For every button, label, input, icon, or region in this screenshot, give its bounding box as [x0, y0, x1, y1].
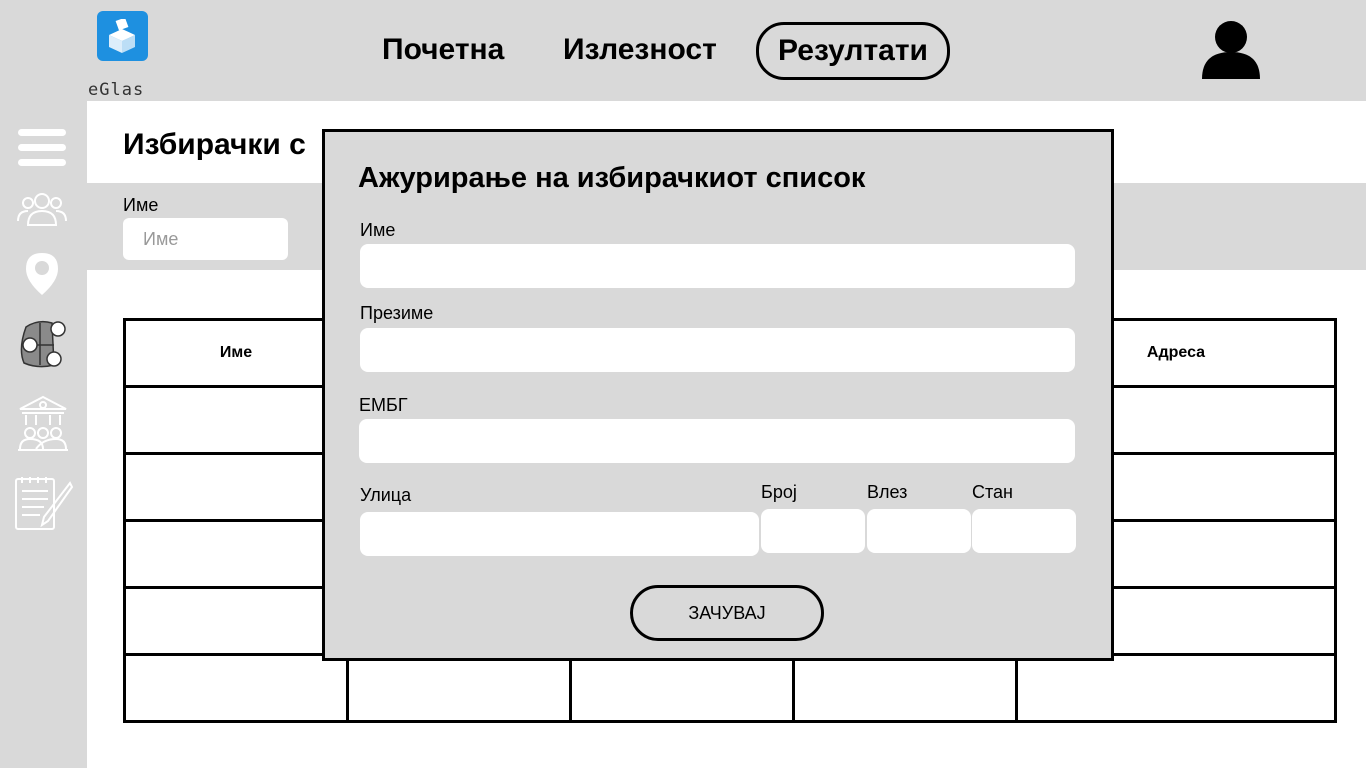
location-icon[interactable]: [24, 251, 60, 302]
last-name-label: Презиме: [360, 303, 434, 323]
embg-label: ЕМБГ: [359, 395, 408, 415]
apartment-input[interactable]: [972, 509, 1076, 553]
number-label: Број: [761, 482, 797, 502]
districts-icon[interactable]: [18, 319, 70, 374]
apartment-label: Стан: [972, 482, 1013, 502]
save-button[interactable]: ЗАЧУВАЈ: [630, 585, 824, 641]
embg-input[interactable]: [359, 419, 1075, 463]
street-input[interactable]: [360, 512, 759, 556]
institution-icon[interactable]: [16, 395, 70, 456]
table-cell: [125, 454, 348, 521]
sidebar: [0, 101, 87, 768]
users-icon[interactable]: [16, 191, 68, 232]
nav-home[interactable]: Почетна: [382, 33, 505, 66]
first-name-label: Име: [360, 220, 396, 240]
column-header-address[interactable]: Адреса: [1017, 320, 1336, 387]
table-cell: [794, 655, 1017, 722]
table-cell: [1017, 655, 1336, 722]
last-name-input[interactable]: [360, 328, 1075, 372]
first-name-input[interactable]: [360, 244, 1075, 288]
ballot-box-icon: [97, 11, 148, 61]
profile-icon[interactable]: [1200, 18, 1262, 85]
nav-turnout[interactable]: Излезност: [563, 33, 717, 66]
table-cell: [125, 521, 348, 588]
table-cell: [348, 655, 571, 722]
nav-results[interactable]: Резултати: [756, 22, 950, 80]
filter-name-label: Име: [123, 195, 159, 215]
number-input[interactable]: [761, 509, 865, 553]
table-cell: [125, 588, 348, 655]
notes-icon[interactable]: [14, 475, 74, 536]
filter-name-input[interactable]: [123, 218, 288, 260]
update-voter-modal: [322, 129, 1114, 661]
table-cell: [125, 387, 348, 454]
table-row[interactable]: [125, 655, 1336, 722]
modal-title: Ажурирање на избирачкиот список: [358, 162, 866, 194]
menu-icon[interactable]: [16, 129, 68, 172]
page-title: Избирачки с: [123, 128, 306, 161]
logo-text: eGlas: [88, 80, 145, 100]
column-header-name[interactable]: Име: [125, 320, 348, 387]
entrance-input[interactable]: [867, 509, 971, 553]
table-cell: [571, 655, 794, 722]
top-bar: [0, 0, 1366, 101]
logo[interactable]: [88, 10, 158, 100]
entrance-label: Влез: [867, 482, 908, 502]
street-label: Улица: [360, 485, 412, 505]
table-cell: [125, 655, 348, 722]
